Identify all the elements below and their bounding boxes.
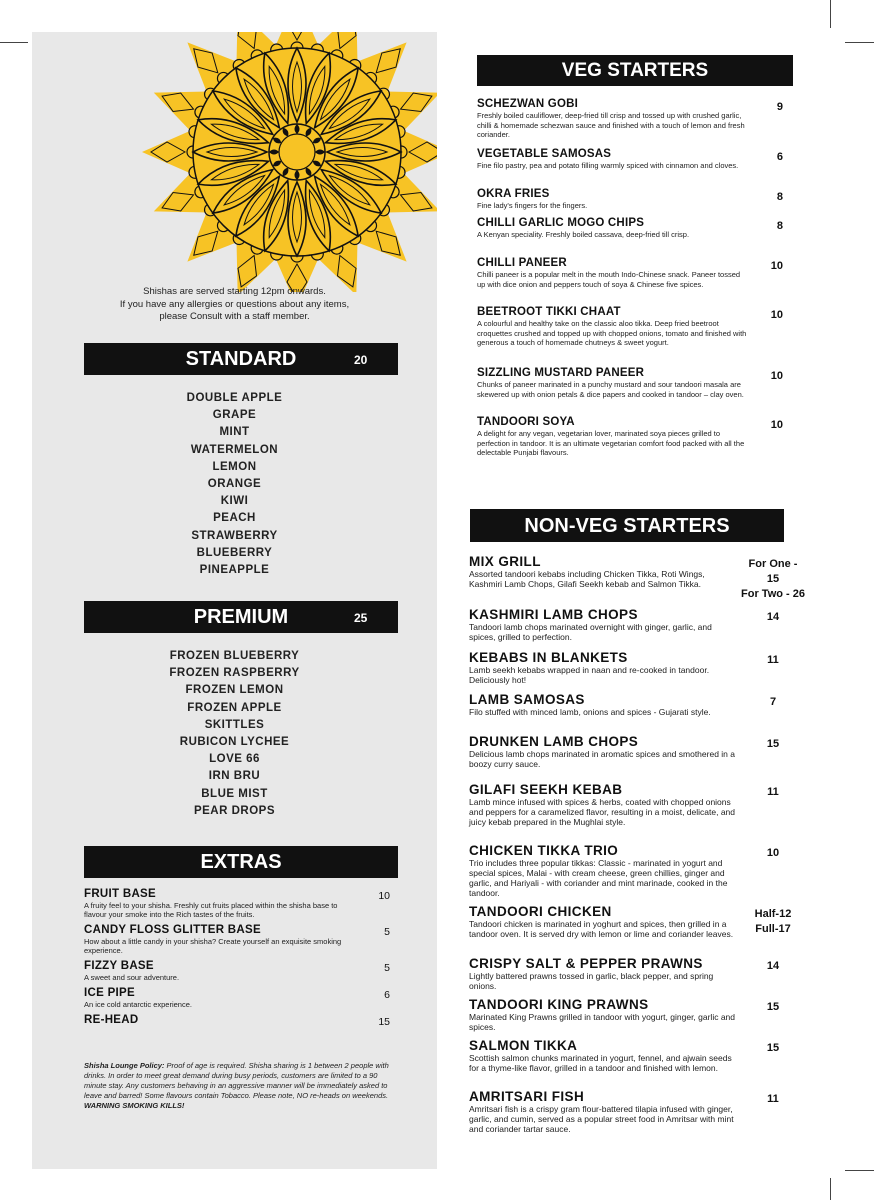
extra-item <box>84 924 394 955</box>
veg-item-desc: Freshly boiled cauliflower, deep-fried till crisp and tossed up with crushed garlic, chilli & homemade schezwan sauce and finished with a touch of lemon and fresh coriander. <box>477 111 745 139</box>
premium-header <box>84 601 398 633</box>
flavour-item: LOVE 66 <box>209 753 260 766</box>
nonveg-item <box>469 956 809 991</box>
nonveg-item-price <box>741 610 805 625</box>
extra-price: 15 <box>378 1016 390 1028</box>
standard-flavour-list <box>32 390 437 579</box>
veg-starters-title: VEG STARTERS <box>561 60 709 81</box>
nonveg-item-desc: Lightly battered prawns tossed in garlic, black pepper, and spring onions. <box>469 971 714 991</box>
extra-item <box>84 987 394 1009</box>
nonveg-item-name: GILAFI SEEKH KEBAB <box>469 782 623 797</box>
nonveg-item-price <box>741 907 805 937</box>
veg-item-price: 10 <box>770 260 783 272</box>
nonveg-item-desc: Tandoori chicken is marinated in yoghurt and spices, then grilled in a tandoor oven. It is served dry with lemon or lime and coriander leaves. <box>469 919 734 939</box>
extra-name: RE-HEAD <box>84 1014 139 1026</box>
veg-item <box>477 306 793 348</box>
extra-price: 10 <box>378 890 390 902</box>
nonveg-item <box>469 1038 809 1073</box>
price-line: 11 <box>767 786 779 798</box>
intro-line: Shishas are served starting 12pm onwards. <box>143 286 326 297</box>
veg-item-name: CHILLI GARLIC MOGO CHIPS <box>477 217 645 229</box>
nonveg-item-desc: Lamb seekh kebabs wrapped in naan and re-cooked in tandoor. Deliciously hot! <box>469 665 710 685</box>
flavour-item: DOUBLE APPLE <box>186 392 283 404</box>
crop-mark <box>830 0 831 28</box>
price-line: 14 <box>766 960 780 972</box>
nonveg-item-name: CRISPY SALT & PEPPER PRAWNS <box>469 956 703 971</box>
policy-warning: WARNING SMOKING KILLS! <box>84 1101 185 1110</box>
flavour-item: FROZEN BLUEBERRY <box>169 650 300 662</box>
nonveg-item <box>469 843 809 898</box>
flavour-item: LEMON <box>212 460 257 473</box>
veg-item-desc: Fine lady's fingers for the fingers. <box>477 201 588 210</box>
flavour-item: BLUEBERRY <box>196 546 273 559</box>
nonveg-item <box>469 692 809 717</box>
nonveg-item-desc: Delicious lamb chops marinated in aromatic spices and smothered in a boozy curry sauce. <box>469 749 735 769</box>
veg-item-desc: Chunks of paneer marinated in a punchy mustard and sour tandoori masala are skewered up with onion petals & dice papers and cooked in tandoor – clay oven. <box>477 380 744 399</box>
extra-item <box>84 1014 394 1027</box>
premium-title: PREMIUM <box>193 606 289 628</box>
flavour-item: PEAR DROPS <box>193 804 276 817</box>
extras-title: EXTRAS <box>200 851 282 873</box>
nonveg-item-desc: Tandoori lamb chops marinated overnight with ginger, garlic, and spices, grilled to perfection. <box>469 622 712 642</box>
veg-item-price: 10 <box>770 370 783 382</box>
flavour-item: BLUE MIST <box>201 787 268 800</box>
nonveg-item-price <box>741 1092 805 1107</box>
nonveg-item-desc: Marinated King Prawns grilled in tandoor with yogurt, ginger, garlic and spices. <box>469 1012 736 1032</box>
extra-desc: A fruity feel to your shisha. Freshly cut fruits placed within the shisha base to flavour your smoke into the Rich tastes of the fruits. <box>84 901 338 919</box>
crop-mark <box>845 42 874 43</box>
nonveg-item-price <box>741 653 805 668</box>
extra-price: 5 <box>384 926 390 938</box>
price-line: 10 <box>766 847 780 859</box>
nonveg-item-name: DRUNKEN LAMB CHOPS <box>469 734 639 749</box>
flavour-item: MINT <box>219 426 250 439</box>
veg-item-price: 6 <box>776 151 783 163</box>
price-line: 14 <box>766 611 780 623</box>
nonveg-item <box>469 997 809 1032</box>
nonveg-item-desc: Assorted tandoori kebabs including Chicken Tikka, Roti Wings, Kashmiri Lamb Chops, Gilafi Seekh kebab and Salmon Tikka. <box>469 569 705 589</box>
veg-item-price: 9 <box>776 101 783 113</box>
nonveg-item-price <box>741 737 805 752</box>
nonveg-item-price <box>741 959 805 974</box>
price-line: 15 <box>766 1001 780 1013</box>
veg-item-price: 8 <box>776 191 783 203</box>
flavour-item: KIWI <box>220 495 249 508</box>
policy-label: Shisha Lounge Policy: <box>84 1061 165 1070</box>
intro-line: If you have any allergies or questions about any items, <box>119 298 350 310</box>
mandala-decoration <box>32 32 437 292</box>
nonveg-item-name: KASHMIRI LAMB CHOPS <box>469 607 638 622</box>
price-line: For One - 15 <box>748 558 798 585</box>
veg-starters-header <box>477 55 793 86</box>
crop-mark <box>0 42 28 43</box>
nonveg-item-name: TANDOORI CHICKEN <box>469 904 612 919</box>
extra-name: CANDY FLOSS GLITTER BASE <box>84 924 261 936</box>
veg-item-price: 10 <box>770 419 783 431</box>
nonveg-item-price <box>741 695 805 710</box>
intro-line: please Consult with a staff member. <box>159 311 310 322</box>
premium-flavour-list <box>32 648 437 820</box>
veg-item <box>477 257 793 289</box>
nonveg-item <box>469 554 809 600</box>
nonveg-item-name: LAMB SAMOSAS <box>469 692 585 707</box>
standard-price: 20 <box>354 353 368 367</box>
standard-header <box>84 343 398 375</box>
flavour-item: FROZEN RASPBERRY <box>169 667 300 680</box>
veg-item <box>477 148 793 171</box>
crop-mark <box>845 1170 874 1171</box>
crop-mark <box>830 1178 831 1200</box>
nonveg-item-price <box>741 557 805 602</box>
flavour-item: PEACH <box>213 512 256 525</box>
flavour-item: PINEAPPLE <box>199 563 270 576</box>
veg-item-name: VEGETABLE SAMOSAS <box>477 148 612 160</box>
nonveg-item-price <box>741 1041 805 1056</box>
extra-price: 6 <box>384 989 390 1001</box>
nonveg-item-name: KEBABS IN BLANKETS <box>469 650 628 665</box>
veg-item-name: SCHEZWAN GOBI <box>477 98 578 110</box>
veg-item-desc: A delight for any vegan, vegetarian lover, marinated soya pieces grilled to perfection in tandoor. It is an ultimate vegetarian comfort food packed with all the delectable Punjabi flavours. <box>477 429 745 457</box>
nonveg-item-desc: Lamb mince infused with spices & herbs, coated with chopped onions and peppers for a caramelized flavor, resulting in a moist, delicate, and juicy kebab prepared in the Mughlai style. <box>469 797 736 827</box>
flavour-item: STRAWBERRY <box>191 529 278 542</box>
veg-item-desc: Chilli paneer is a popular melt in the mouth Indo-Chinese snack. Paneer tossed up with dice onion and peppers touch of soya & Chinese five spices. <box>477 270 741 289</box>
nonveg-item-name: MIX GRILL <box>469 554 541 569</box>
extra-price: 5 <box>384 962 390 974</box>
veg-item-name: CHILLI PANEER <box>477 257 567 269</box>
nonveg-item-price <box>741 846 805 861</box>
premium-price: 25 <box>354 611 368 625</box>
veg-item-name: TANDOORI SOYA <box>477 416 575 428</box>
policy-text: Proof of age is required. Shisha sharing is 1 between 2 people with drinks. In order to meet great demand during busy periods, customers are limited to a 90 minute stay. Any customers behaving in an aggressive manner will be immediately asked to leave and barred! Some flavours contain Tobacco. Please note, NO re-heads on weekends. <box>84 1061 389 1100</box>
nonveg-starters-title: NON-VEG STARTERS <box>524 515 730 537</box>
intro-note <box>32 286 437 324</box>
veg-item-price: 10 <box>770 309 783 321</box>
flavour-item: GRAPE <box>212 409 257 422</box>
extra-desc: An ice cold antarctic experience. <box>84 1000 192 1009</box>
nonveg-item-desc: Amritsari fish is a crispy gram flour-battered tilapia infused with ginger, garlic, and cumin, served as a popular street food in Amritsar with mint and coriander tartar sauce. <box>469 1104 734 1134</box>
price-line: For Two - 26 <box>741 588 805 600</box>
flavour-item: SKITTLES <box>204 718 265 731</box>
nonveg-item-name: AMRITSARI FISH <box>469 1089 585 1104</box>
extra-name: FIZZY BASE <box>84 960 154 972</box>
flavour-item: RUBICON LYCHEE <box>179 735 290 748</box>
nonveg-item-name: CHICKEN TIKKA TRIO <box>469 843 619 858</box>
veg-item-name: OKRA FRIES <box>477 188 550 200</box>
veg-item <box>477 188 793 211</box>
nonveg-item-desc: Scottish salmon chunks marinated in yogurt, fennel, and ajwain seeds for a thyme-like flavor, grilled in a tandoor and finished with lemon. <box>469 1053 732 1073</box>
nonveg-item <box>469 904 809 939</box>
veg-item <box>477 367 793 399</box>
extra-item <box>84 888 394 919</box>
price-line: 11 <box>767 1093 779 1105</box>
lounge-policy <box>84 1061 394 1111</box>
price-line: Full-17 <box>755 923 791 935</box>
extra-name: ICE PIPE <box>84 987 135 999</box>
flavour-item: ORANGE <box>207 477 262 490</box>
price-line: 15 <box>766 1042 780 1054</box>
extras-header <box>84 846 398 878</box>
veg-item-desc: A colourful and healthy take on the classic aloo tikka. Deep fried beetroot croquettes crushed and topped up with chopped onions, tomato and finished with generous a touch of homemade chutneys & sweet yogurt. <box>477 319 747 347</box>
nonveg-item <box>469 650 809 685</box>
veg-item <box>477 416 793 458</box>
nonveg-starters-header <box>470 509 784 542</box>
flavour-item: FROZEN APPLE <box>187 701 282 714</box>
nonveg-item <box>469 607 809 642</box>
nonveg-item-price <box>741 785 805 800</box>
veg-item-desc: Fine filo pastry, pea and potato filling warmly spiced with cinnamon and cloves. <box>477 161 739 170</box>
extra-name: FRUIT BASE <box>84 888 156 900</box>
veg-item <box>477 217 793 240</box>
extra-item <box>84 960 394 982</box>
flavour-item: IRN BRU <box>208 770 261 783</box>
nonveg-item <box>469 734 809 769</box>
price-line: 7 <box>769 696 777 708</box>
nonveg-item-desc: Filo stuffed with minced lamb, onions and spices - Gujarati style. <box>469 707 711 717</box>
nonveg-item-price <box>741 1000 805 1015</box>
veg-item-name: BEETROOT TIKKI CHAAT <box>477 306 621 318</box>
nonveg-item <box>469 782 809 827</box>
flavour-item: WATERMELON <box>190 443 279 456</box>
extra-desc: How about a little candy in your shisha? Create yourself an exquisite smoking experience. <box>84 937 342 955</box>
veg-item-name: SIZZLING MUSTARD PANEER <box>477 367 645 379</box>
veg-item <box>477 98 793 140</box>
flavour-item: FROZEN LEMON <box>185 684 284 697</box>
nonveg-item-name: SALMON TIKKA <box>469 1038 578 1053</box>
nonveg-item-desc: Trio includes three popular tikkas: Classic - marinated in yogurt and special spices, Malai - with cream cheese, green chillies, ginger and garlic, and Hariyali - with coriander and mint marinade, cooked in the tandoor. <box>469 858 728 898</box>
price-line: 15 <box>766 738 780 750</box>
price-line: Half-12 <box>754 908 792 920</box>
extra-desc: A sweet and sour adventure. <box>84 973 180 982</box>
veg-item-price: 8 <box>776 220 783 232</box>
nonveg-item-name: TANDOORI KING PRAWNS <box>469 997 649 1012</box>
standard-title: STANDARD <box>185 348 297 370</box>
price-line: 11 <box>767 654 779 666</box>
veg-item-desc: A Kenyan speciality. Freshly boiled cassava, deep-fried till crisp. <box>477 230 690 239</box>
nonveg-item <box>469 1089 809 1134</box>
